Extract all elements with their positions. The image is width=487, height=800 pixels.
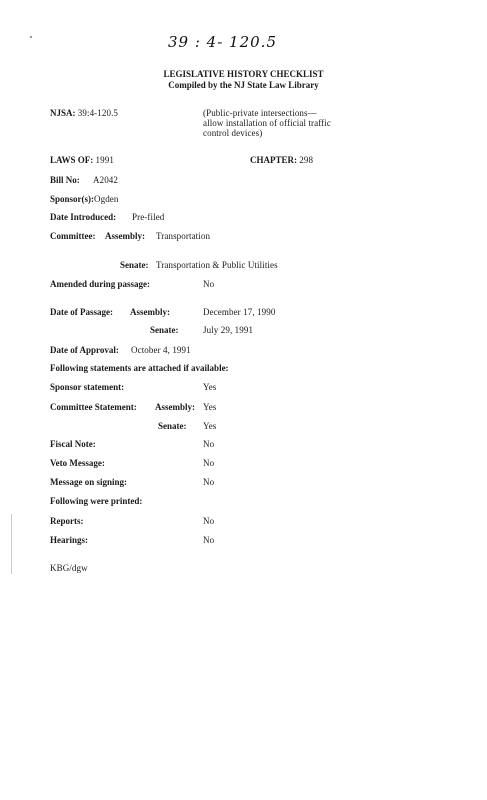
chapter-field xyxy=(250,155,313,165)
committee-statement-senate-label: Senate: xyxy=(158,421,187,431)
committee-assembly-value: Transportation xyxy=(156,231,211,241)
committee-statement-label: Committee Statement: xyxy=(50,402,137,412)
hearings-label: Hearings: xyxy=(50,535,88,545)
reports-label: Reports: xyxy=(50,516,84,526)
njsa-field xyxy=(50,108,118,118)
committee-statement-senate-value: Yes xyxy=(203,421,217,431)
hearings-value: No xyxy=(203,535,215,545)
bill-no-value: A2042 xyxy=(93,175,118,185)
committee-statement-assembly-value: Yes xyxy=(203,402,217,412)
njsa-description-line1: (Public-private intersections— xyxy=(203,108,317,118)
njsa-description-line3: control devices) xyxy=(203,128,263,138)
message-on-signing-label: Message on signing: xyxy=(50,477,128,487)
page-subtitle: Compiled by the NJ State Law Library xyxy=(168,80,319,90)
typist-initials: KBG/dgw xyxy=(50,563,88,573)
veto-message-value: No xyxy=(203,458,215,468)
date-of-approval-label: Date of Approval: xyxy=(50,345,119,355)
date-of-approval-value: October 4, 1991 xyxy=(131,345,191,355)
committee-statement-assembly-label: Assembly: xyxy=(155,402,195,412)
message-on-signing-value: No xyxy=(203,477,215,487)
scan-speck xyxy=(30,36,32,38)
handwritten-citation: 39 : 4- 120.5 xyxy=(168,33,277,51)
passage-assembly-label: Assembly: xyxy=(130,307,170,317)
veto-message-label: Veto Message: xyxy=(50,458,105,468)
committee-label: Committee: xyxy=(50,231,96,241)
passage-assembly-value: December 17, 1990 xyxy=(203,307,276,317)
reports-value: No xyxy=(203,516,215,526)
passage-senate-label: Senate: xyxy=(150,325,179,335)
laws-of-label: LAWS OF: xyxy=(50,155,94,165)
chapter-value: 298 xyxy=(299,155,314,165)
scan-speck xyxy=(11,514,12,574)
njsa-description-line2: allow installation of official traffic xyxy=(203,118,331,128)
statements-heading: Following statements are attached if available: xyxy=(50,363,229,373)
laws-of-field xyxy=(50,155,114,165)
amended-value: No xyxy=(203,279,215,289)
page-title: LEGISLATIVE HISTORY CHECKLIST xyxy=(163,69,324,79)
njsa-label: NJSA: xyxy=(50,108,76,118)
committee-senate-label: Senate: xyxy=(120,260,149,270)
date-introduced-value: Pre-filed xyxy=(132,212,165,222)
sponsors-label: Sponsor(s): xyxy=(50,194,95,204)
fiscal-note-value: No xyxy=(203,439,215,449)
chapter-label: CHAPTER: xyxy=(250,155,297,165)
sponsor-statement-label: Sponsor statement: xyxy=(50,382,125,392)
committee-senate-value: Transportation & Public Utilities xyxy=(156,260,278,270)
committee-assembly-label: Assembly: xyxy=(105,231,145,241)
printed-heading: Following were printed: xyxy=(50,496,143,506)
date-of-passage-label: Date of Passage: xyxy=(50,307,113,317)
fiscal-note-label: Fiscal Note: xyxy=(50,439,96,449)
sponsors-value: Ogden xyxy=(94,194,119,204)
amended-label: Amended during passage: xyxy=(50,279,151,289)
njsa-value: 39:4-120.5 xyxy=(77,108,119,118)
passage-senate-value: July 29, 1991 xyxy=(203,325,254,335)
laws-of-value: 1991 xyxy=(95,155,114,165)
date-introduced-label: Date Introduced: xyxy=(50,212,117,222)
bill-no-label: Bill No: xyxy=(50,175,80,185)
sponsor-statement-value: Yes xyxy=(203,382,217,392)
